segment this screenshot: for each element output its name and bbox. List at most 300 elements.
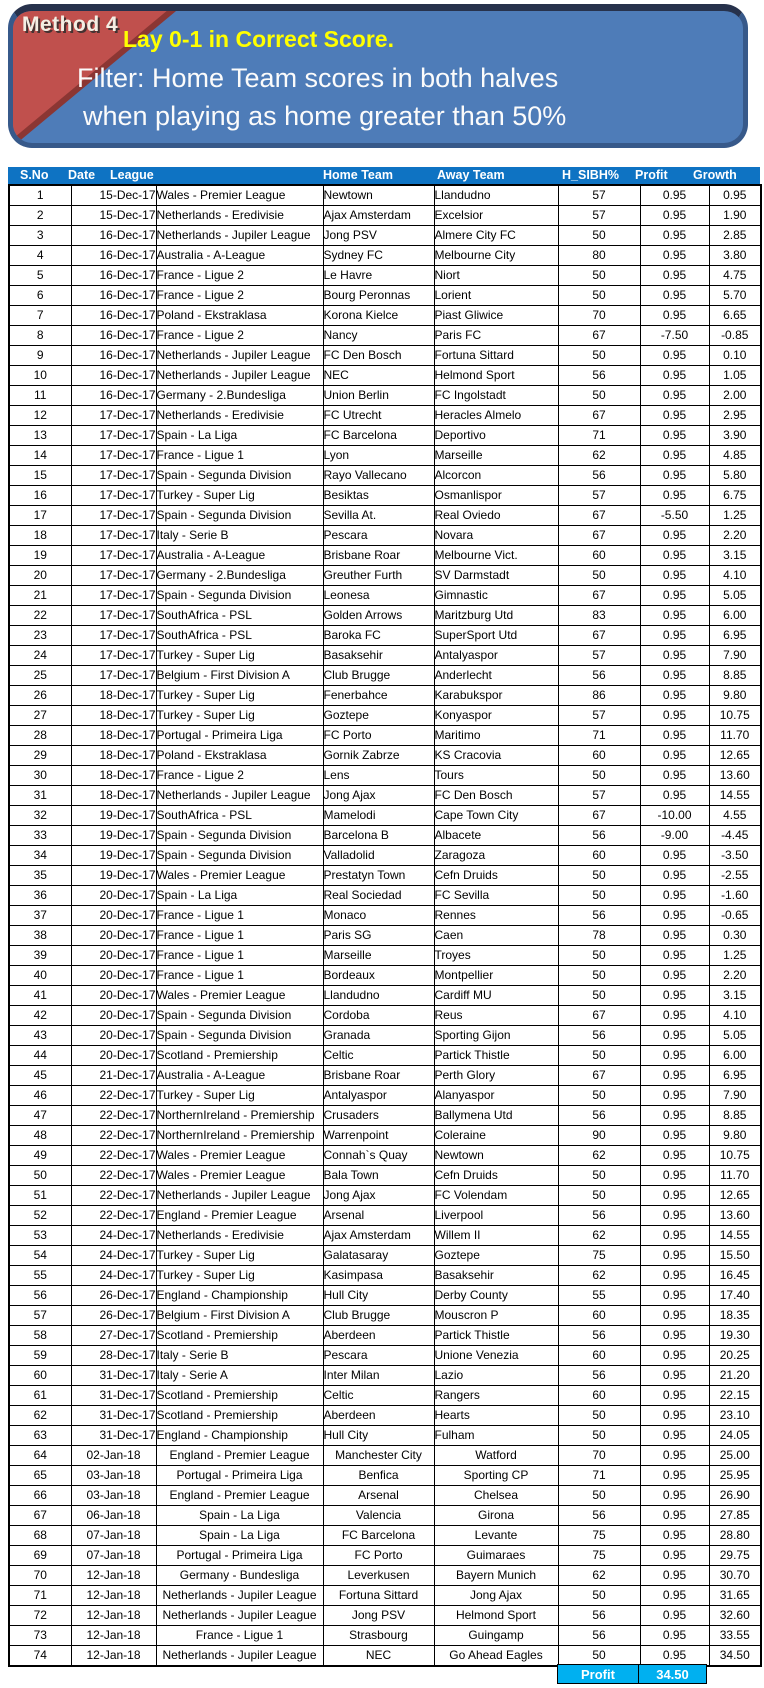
cell-profit[interactable]: 0.95 bbox=[640, 686, 709, 706]
cell-away-team[interactable]: Bayern Munich bbox=[434, 1566, 558, 1586]
cell-growth[interactable]: 14.55 bbox=[709, 1226, 761, 1246]
cell-profit[interactable]: 0.95 bbox=[640, 526, 709, 546]
cell-hsibh[interactable]: 75 bbox=[558, 1246, 640, 1266]
cell-home-team[interactable]: FC Den Bosch bbox=[323, 346, 434, 366]
cell-profit[interactable]: 0.95 bbox=[640, 986, 709, 1006]
cell-league[interactable]: England - Premier League bbox=[156, 1486, 323, 1506]
cell-profit[interactable]: 0.95 bbox=[640, 426, 709, 446]
cell-away-team[interactable]: Fortuna Sittard bbox=[434, 346, 558, 366]
cell-sno[interactable]: 50 bbox=[9, 1166, 71, 1186]
cell-away-team[interactable]: Ballymena Utd bbox=[434, 1106, 558, 1126]
cell-sno[interactable]: 59 bbox=[9, 1346, 71, 1366]
cell-sno[interactable]: 47 bbox=[9, 1106, 71, 1126]
cell-away-team[interactable]: Novara bbox=[434, 526, 558, 546]
cell-date[interactable]: 20-Dec-17 bbox=[71, 1006, 156, 1026]
cell-home-team[interactable]: Goztepe bbox=[323, 706, 434, 726]
cell-sno[interactable]: 53 bbox=[9, 1226, 71, 1246]
cell-home-team[interactable]: Llandudno bbox=[323, 986, 434, 1006]
cell-date[interactable]: 22-Dec-17 bbox=[71, 1106, 156, 1126]
cell-league[interactable]: Scotland - Premiership bbox=[156, 1386, 323, 1406]
cell-away-team[interactable]: Almere City FC bbox=[434, 226, 558, 246]
cell-home-team[interactable]: Jong PSV bbox=[323, 226, 434, 246]
cell-growth[interactable]: 4.55 bbox=[709, 806, 761, 826]
cell-home-team[interactable]: Granada bbox=[323, 1026, 434, 1046]
cell-hsibh[interactable]: 60 bbox=[558, 1346, 640, 1366]
cell-date[interactable]: 12-Jan-18 bbox=[71, 1586, 156, 1606]
cell-date[interactable]: 16-Dec-17 bbox=[71, 246, 156, 266]
cell-home-team[interactable]: Aberdeen bbox=[323, 1406, 434, 1426]
cell-hsibh[interactable]: 67 bbox=[558, 506, 640, 526]
cell-away-team[interactable]: Unione Venezia bbox=[434, 1346, 558, 1366]
cell-date[interactable]: 18-Dec-17 bbox=[71, 766, 156, 786]
cell-sno[interactable]: 38 bbox=[9, 926, 71, 946]
cell-profit[interactable]: 0.95 bbox=[640, 1586, 709, 1606]
cell-away-team[interactable]: Rennes bbox=[434, 906, 558, 926]
cell-date[interactable]: 16-Dec-17 bbox=[71, 346, 156, 366]
cell-date[interactable]: 12-Jan-18 bbox=[71, 1626, 156, 1646]
cell-sno[interactable]: 55 bbox=[9, 1266, 71, 1286]
cell-league[interactable]: Spain - Segunda Division bbox=[156, 466, 323, 486]
cell-away-team[interactable]: Rangers bbox=[434, 1386, 558, 1406]
cell-growth[interactable]: 30.70 bbox=[709, 1566, 761, 1586]
cell-league[interactable]: France - Ligue 1 bbox=[156, 446, 323, 466]
cell-date[interactable]: 22-Dec-17 bbox=[71, 1126, 156, 1146]
cell-league[interactable]: Spain - Segunda Division bbox=[156, 1026, 323, 1046]
cell-away-team[interactable]: Chelsea bbox=[434, 1486, 558, 1506]
cell-growth[interactable]: 4.10 bbox=[709, 566, 761, 586]
cell-hsibh[interactable]: 50 bbox=[558, 1426, 640, 1446]
cell-growth[interactable]: 6.00 bbox=[709, 606, 761, 626]
cell-league[interactable]: Spain - Segunda Division bbox=[156, 506, 323, 526]
cell-home-team[interactable]: Mamelodi bbox=[323, 806, 434, 826]
cell-league[interactable]: Turkey - Super Lig bbox=[156, 646, 323, 666]
cell-profit[interactable]: 0.95 bbox=[640, 386, 709, 406]
cell-profit[interactable]: 0.95 bbox=[640, 926, 709, 946]
cell-growth[interactable]: 0.95 bbox=[709, 185, 761, 206]
cell-home-team[interactable]: Club Brugge bbox=[323, 666, 434, 686]
cell-growth[interactable]: 32.60 bbox=[709, 1606, 761, 1626]
cell-sno[interactable]: 42 bbox=[9, 1006, 71, 1026]
cell-home-team[interactable]: Celtic bbox=[323, 1046, 434, 1066]
cell-profit[interactable]: 0.95 bbox=[640, 866, 709, 886]
cell-profit[interactable]: 0.95 bbox=[640, 1426, 709, 1446]
cell-hsibh[interactable]: 60 bbox=[558, 546, 640, 566]
cell-home-team[interactable]: Aberdeen bbox=[323, 1326, 434, 1346]
cell-date[interactable]: 16-Dec-17 bbox=[71, 366, 156, 386]
cell-league[interactable]: Wales - Premier League bbox=[156, 185, 323, 206]
cell-profit[interactable]: 0.95 bbox=[640, 1106, 709, 1126]
cell-profit[interactable]: 0.95 bbox=[640, 1146, 709, 1166]
cell-profit[interactable]: -7.50 bbox=[640, 326, 709, 346]
cell-sno[interactable]: 9 bbox=[9, 346, 71, 366]
cell-date[interactable]: 17-Dec-17 bbox=[71, 426, 156, 446]
cell-growth[interactable]: 6.00 bbox=[709, 1046, 761, 1066]
cell-league[interactable]: Portugal - Primeira Liga bbox=[156, 1466, 323, 1486]
cell-away-team[interactable]: Alanyaspor bbox=[434, 1086, 558, 1106]
cell-sno[interactable]: 29 bbox=[9, 746, 71, 766]
cell-growth[interactable]: 13.60 bbox=[709, 1206, 761, 1226]
cell-home-team[interactable]: Newtown bbox=[323, 185, 434, 206]
cell-sno[interactable]: 22 bbox=[9, 606, 71, 626]
cell-league[interactable]: Poland - Ekstraklasa bbox=[156, 746, 323, 766]
cell-sno[interactable]: 4 bbox=[9, 246, 71, 266]
cell-hsibh[interactable]: 60 bbox=[558, 1386, 640, 1406]
cell-away-team[interactable]: Goztepe bbox=[434, 1246, 558, 1266]
cell-home-team[interactable]: Sevilla At. bbox=[323, 506, 434, 526]
cell-date[interactable]: 16-Dec-17 bbox=[71, 226, 156, 246]
cell-home-team[interactable]: Arsenal bbox=[323, 1206, 434, 1226]
cell-growth[interactable]: 26.90 bbox=[709, 1486, 761, 1506]
cell-date[interactable]: 17-Dec-17 bbox=[71, 466, 156, 486]
cell-date[interactable]: 17-Dec-17 bbox=[71, 506, 156, 526]
cell-league[interactable]: Spain - La Liga bbox=[156, 1526, 323, 1546]
cell-away-team[interactable]: Fulham bbox=[434, 1426, 558, 1446]
cell-league[interactable]: Netherlands - Jupiler League bbox=[156, 786, 323, 806]
cell-growth[interactable]: 4.10 bbox=[709, 1006, 761, 1026]
cell-profit[interactable]: 0.95 bbox=[640, 906, 709, 926]
cell-away-team[interactable]: Karabukspor bbox=[434, 686, 558, 706]
cell-date[interactable]: 17-Dec-17 bbox=[71, 606, 156, 626]
cell-date[interactable]: 12-Jan-18 bbox=[71, 1606, 156, 1626]
cell-home-team[interactable]: NEC bbox=[323, 366, 434, 386]
cell-profit[interactable]: 0.95 bbox=[640, 966, 709, 986]
cell-date[interactable]: 20-Dec-17 bbox=[71, 886, 156, 906]
cell-league[interactable]: Netherlands - Jupiler League bbox=[156, 1646, 323, 1667]
cell-league[interactable]: England - Premier League bbox=[156, 1206, 323, 1226]
cell-sno[interactable]: 60 bbox=[9, 1366, 71, 1386]
cell-growth[interactable]: 18.35 bbox=[709, 1306, 761, 1326]
cell-league[interactable]: Netherlands - Jupiler League bbox=[156, 226, 323, 246]
cell-league[interactable]: Turkey - Super Lig bbox=[156, 706, 323, 726]
cell-growth[interactable]: 3.15 bbox=[709, 546, 761, 566]
cell-date[interactable]: 26-Dec-17 bbox=[71, 1286, 156, 1306]
cell-home-team[interactable]: Baroka FC bbox=[323, 626, 434, 646]
cell-away-team[interactable]: Montpellier bbox=[434, 966, 558, 986]
cell-hsibh[interactable]: 50 bbox=[558, 766, 640, 786]
cell-league[interactable]: Spain - Segunda Division bbox=[156, 826, 323, 846]
cell-away-team[interactable]: Sporting CP bbox=[434, 1466, 558, 1486]
cell-home-team[interactable]: Jong Ajax bbox=[323, 786, 434, 806]
cell-profit[interactable]: 0.95 bbox=[640, 1486, 709, 1506]
cell-profit[interactable]: 0.95 bbox=[640, 1526, 709, 1546]
cell-sno[interactable]: 51 bbox=[9, 1186, 71, 1206]
cell-hsibh[interactable]: 55 bbox=[558, 1286, 640, 1306]
cell-home-team[interactable]: Paris SG bbox=[323, 926, 434, 946]
cell-league[interactable]: Turkey - Super Lig bbox=[156, 1266, 323, 1286]
cell-away-team[interactable]: Willem II bbox=[434, 1226, 558, 1246]
cell-growth[interactable]: 24.05 bbox=[709, 1426, 761, 1446]
cell-growth[interactable]: 3.15 bbox=[709, 986, 761, 1006]
cell-date[interactable]: 02-Jan-18 bbox=[71, 1446, 156, 1466]
cell-hsibh[interactable]: 57 bbox=[558, 486, 640, 506]
cell-hsibh[interactable]: 67 bbox=[558, 1006, 640, 1026]
cell-profit[interactable]: 0.95 bbox=[640, 1546, 709, 1566]
cell-growth[interactable]: 2.95 bbox=[709, 406, 761, 426]
cell-growth[interactable]: 7.90 bbox=[709, 646, 761, 666]
cell-growth[interactable]: 7.90 bbox=[709, 1086, 761, 1106]
cell-date[interactable]: 17-Dec-17 bbox=[71, 666, 156, 686]
cell-away-team[interactable]: Coleraine bbox=[434, 1126, 558, 1146]
cell-league[interactable]: SouthAfrica - PSL bbox=[156, 606, 323, 626]
cell-away-team[interactable]: Jong Ajax bbox=[434, 1586, 558, 1606]
cell-league[interactable]: Wales - Premier League bbox=[156, 866, 323, 886]
cell-hsibh[interactable]: 62 bbox=[558, 1226, 640, 1246]
cell-growth[interactable]: 6.95 bbox=[709, 626, 761, 646]
cell-sno[interactable]: 49 bbox=[9, 1146, 71, 1166]
cell-growth[interactable]: 1.05 bbox=[709, 366, 761, 386]
cell-hsibh[interactable]: 67 bbox=[558, 586, 640, 606]
cell-league[interactable]: Italy - Serie B bbox=[156, 1346, 323, 1366]
cell-sno[interactable]: 40 bbox=[9, 966, 71, 986]
cell-league[interactable]: Turkey - Super Lig bbox=[156, 1086, 323, 1106]
cell-away-team[interactable]: FC Ingolstadt bbox=[434, 386, 558, 406]
cell-profit[interactable]: 0.95 bbox=[640, 446, 709, 466]
cell-growth[interactable]: 6.65 bbox=[709, 306, 761, 326]
cell-sno[interactable]: 46 bbox=[9, 1086, 71, 1106]
cell-home-team[interactable]: Valencia bbox=[323, 1506, 434, 1526]
cell-sno[interactable]: 14 bbox=[9, 446, 71, 466]
cell-away-team[interactable]: Derby County bbox=[434, 1286, 558, 1306]
cell-date[interactable]: 22-Dec-17 bbox=[71, 1186, 156, 1206]
cell-growth[interactable]: 3.80 bbox=[709, 246, 761, 266]
cell-sno[interactable]: 28 bbox=[9, 726, 71, 746]
cell-date[interactable]: 19-Dec-17 bbox=[71, 806, 156, 826]
cell-profit[interactable]: 0.95 bbox=[640, 666, 709, 686]
cell-home-team[interactable]: Bala Town bbox=[323, 1166, 434, 1186]
cell-growth[interactable]: 27.85 bbox=[709, 1506, 761, 1526]
cell-date[interactable]: 17-Dec-17 bbox=[71, 566, 156, 586]
cell-sno[interactable]: 25 bbox=[9, 666, 71, 686]
cell-league[interactable]: France - Ligue 1 bbox=[156, 906, 323, 926]
cell-date[interactable]: 27-Dec-17 bbox=[71, 1326, 156, 1346]
cell-sno[interactable]: 44 bbox=[9, 1046, 71, 1066]
cell-profit[interactable]: 0.95 bbox=[640, 1466, 709, 1486]
cell-profit[interactable]: 0.95 bbox=[640, 646, 709, 666]
cell-league[interactable]: Netherlands - Jupiler League bbox=[156, 1606, 323, 1626]
cell-profit[interactable]: 0.95 bbox=[640, 466, 709, 486]
cell-hsibh[interactable]: 60 bbox=[558, 1306, 640, 1326]
cell-away-team[interactable]: Osmanlispor bbox=[434, 486, 558, 506]
cell-away-team[interactable]: FC Den Bosch bbox=[434, 786, 558, 806]
cell-hsibh[interactable]: 50 bbox=[558, 1646, 640, 1667]
cell-profit[interactable]: 0.95 bbox=[640, 1346, 709, 1366]
cell-profit[interactable]: 0.95 bbox=[640, 1446, 709, 1466]
cell-league[interactable]: Netherlands - Eredivisie bbox=[156, 406, 323, 426]
cell-date[interactable]: 28-Dec-17 bbox=[71, 1346, 156, 1366]
cell-profit[interactable]: 0.95 bbox=[640, 246, 709, 266]
cell-hsibh[interactable]: 50 bbox=[558, 346, 640, 366]
cell-league[interactable]: France - Ligue 2 bbox=[156, 326, 323, 346]
cell-sno[interactable]: 17 bbox=[9, 506, 71, 526]
cell-hsibh[interactable]: 67 bbox=[558, 1066, 640, 1086]
cell-date[interactable]: 22-Dec-17 bbox=[71, 1166, 156, 1186]
cell-sno[interactable]: 52 bbox=[9, 1206, 71, 1226]
cell-home-team[interactable]: Benfica bbox=[323, 1466, 434, 1486]
cell-sno[interactable]: 41 bbox=[9, 986, 71, 1006]
cell-profit[interactable]: 0.95 bbox=[640, 1266, 709, 1286]
cell-home-team[interactable]: Rayo Vallecano bbox=[323, 466, 434, 486]
cell-profit[interactable]: 0.95 bbox=[640, 786, 709, 806]
cell-league[interactable]: Spain - La Liga bbox=[156, 886, 323, 906]
cell-away-team[interactable]: Helmond Sport bbox=[434, 1606, 558, 1626]
cell-league[interactable]: Wales - Premier League bbox=[156, 1166, 323, 1186]
cell-home-team[interactable]: Fenerbahce bbox=[323, 686, 434, 706]
cell-hsibh[interactable]: 71 bbox=[558, 1466, 640, 1486]
cell-home-team[interactable]: Fortuna Sittard bbox=[323, 1586, 434, 1606]
cell-sno[interactable]: 8 bbox=[9, 326, 71, 346]
cell-sno[interactable]: 72 bbox=[9, 1606, 71, 1626]
cell-away-team[interactable]: Deportivo bbox=[434, 426, 558, 446]
cell-away-team[interactable]: Zaragoza bbox=[434, 846, 558, 866]
cell-growth[interactable]: 15.50 bbox=[709, 1246, 761, 1266]
cell-sno[interactable]: 31 bbox=[9, 786, 71, 806]
cell-date[interactable]: 22-Dec-17 bbox=[71, 1206, 156, 1226]
cell-away-team[interactable]: Troyes bbox=[434, 946, 558, 966]
cell-profit[interactable]: -10.00 bbox=[640, 806, 709, 826]
cell-league[interactable]: Scotland - Premiership bbox=[156, 1046, 323, 1066]
cell-sno[interactable]: 65 bbox=[9, 1466, 71, 1486]
cell-profit[interactable]: 0.95 bbox=[640, 1186, 709, 1206]
cell-home-team[interactable]: Kasimpasa bbox=[323, 1266, 434, 1286]
cell-profit[interactable]: 0.95 bbox=[640, 566, 709, 586]
cell-home-team[interactable]: Monaco bbox=[323, 906, 434, 926]
cell-hsibh[interactable]: 56 bbox=[558, 1326, 640, 1346]
cell-sno[interactable]: 74 bbox=[9, 1646, 71, 1667]
cell-league[interactable]: Wales - Premier League bbox=[156, 986, 323, 1006]
cell-away-team[interactable]: Marseille bbox=[434, 446, 558, 466]
cell-hsibh[interactable]: 56 bbox=[558, 1626, 640, 1646]
cell-sno[interactable]: 64 bbox=[9, 1446, 71, 1466]
cell-date[interactable]: 20-Dec-17 bbox=[71, 966, 156, 986]
cell-league[interactable]: Netherlands - Eredivisie bbox=[156, 206, 323, 226]
cell-profit[interactable]: 0.95 bbox=[640, 766, 709, 786]
cell-date[interactable]: 12-Jan-18 bbox=[71, 1566, 156, 1586]
cell-profit[interactable]: 0.95 bbox=[640, 185, 709, 206]
cell-away-team[interactable]: Real Oviedo bbox=[434, 506, 558, 526]
cell-sno[interactable]: 5 bbox=[9, 266, 71, 286]
cell-league[interactable]: France - Ligue 1 bbox=[156, 946, 323, 966]
cell-home-team[interactable]: Nancy bbox=[323, 326, 434, 346]
cell-league[interactable]: Spain - Segunda Division bbox=[156, 846, 323, 866]
cell-away-team[interactable]: FC Sevilla bbox=[434, 886, 558, 906]
cell-league[interactable]: Netherlands - Jupiler League bbox=[156, 346, 323, 366]
cell-home-team[interactable]: Connah`s Quay bbox=[323, 1146, 434, 1166]
cell-hsibh[interactable]: 67 bbox=[558, 806, 640, 826]
cell-away-team[interactable]: KS Cracovia bbox=[434, 746, 558, 766]
cell-hsibh[interactable]: 57 bbox=[558, 206, 640, 226]
cell-sno[interactable]: 26 bbox=[9, 686, 71, 706]
cell-date[interactable]: 17-Dec-17 bbox=[71, 526, 156, 546]
cell-date[interactable]: 18-Dec-17 bbox=[71, 746, 156, 766]
cell-league[interactable]: Portugal - Primeira Liga bbox=[156, 726, 323, 746]
cell-growth[interactable]: -0.85 bbox=[709, 326, 761, 346]
cell-home-team[interactable]: Inter Milan bbox=[323, 1366, 434, 1386]
cell-hsibh[interactable]: 67 bbox=[558, 526, 640, 546]
cell-date[interactable]: 17-Dec-17 bbox=[71, 406, 156, 426]
cell-growth[interactable]: 3.90 bbox=[709, 426, 761, 446]
cell-hsibh[interactable]: 80 bbox=[558, 246, 640, 266]
cell-league[interactable]: Italy - Serie B bbox=[156, 526, 323, 546]
cell-date[interactable]: 24-Dec-17 bbox=[71, 1246, 156, 1266]
cell-growth[interactable]: 0.10 bbox=[709, 346, 761, 366]
cell-hsibh[interactable]: 56 bbox=[558, 1106, 640, 1126]
cell-profit[interactable]: 0.95 bbox=[640, 1646, 709, 1667]
cell-league[interactable]: Scotland - Premiership bbox=[156, 1326, 323, 1346]
cell-growth[interactable]: 17.40 bbox=[709, 1286, 761, 1306]
cell-growth[interactable]: 20.25 bbox=[709, 1346, 761, 1366]
cell-hsibh[interactable]: 50 bbox=[558, 1406, 640, 1426]
cell-league[interactable]: NorthernIreland - Premiership bbox=[156, 1126, 323, 1146]
cell-hsibh[interactable]: 50 bbox=[558, 886, 640, 906]
cell-profit[interactable]: 0.95 bbox=[640, 1206, 709, 1226]
cell-league[interactable]: Germany - 2.Bundesliga bbox=[156, 386, 323, 406]
cell-hsibh[interactable]: 50 bbox=[558, 1086, 640, 1106]
cell-away-team[interactable]: Excelsior bbox=[434, 206, 558, 226]
cell-home-team[interactable]: Prestatyn Town bbox=[323, 866, 434, 886]
cell-sno[interactable]: 13 bbox=[9, 426, 71, 446]
cell-sno[interactable]: 20 bbox=[9, 566, 71, 586]
cell-profit[interactable]: 0.95 bbox=[640, 846, 709, 866]
cell-date[interactable]: 31-Dec-17 bbox=[71, 1426, 156, 1446]
cell-hsibh[interactable]: 50 bbox=[558, 266, 640, 286]
cell-home-team[interactable]: Union Berlin bbox=[323, 386, 434, 406]
cell-profit[interactable]: 0.95 bbox=[640, 1326, 709, 1346]
cell-hsibh[interactable]: 71 bbox=[558, 726, 640, 746]
cell-growth[interactable]: 11.70 bbox=[709, 726, 761, 746]
cell-away-team[interactable]: Tours bbox=[434, 766, 558, 786]
cell-away-team[interactable]: Perth Glory bbox=[434, 1066, 558, 1086]
cell-growth[interactable]: 8.85 bbox=[709, 666, 761, 686]
cell-hsibh[interactable]: 50 bbox=[558, 1586, 640, 1606]
cell-hsibh[interactable]: 57 bbox=[558, 185, 640, 206]
cell-date[interactable]: 18-Dec-17 bbox=[71, 706, 156, 726]
cell-away-team[interactable]: Helmond Sport bbox=[434, 366, 558, 386]
cell-sno[interactable]: 69 bbox=[9, 1546, 71, 1566]
cell-league[interactable]: Italy - Serie A bbox=[156, 1366, 323, 1386]
cell-date[interactable]: 15-Dec-17 bbox=[71, 185, 156, 206]
cell-sno[interactable]: 67 bbox=[9, 1506, 71, 1526]
cell-away-team[interactable]: Konyaspor bbox=[434, 706, 558, 726]
cell-profit[interactable]: 0.95 bbox=[640, 706, 709, 726]
cell-profit[interactable]: 0.95 bbox=[640, 1286, 709, 1306]
cell-hsibh[interactable]: 67 bbox=[558, 406, 640, 426]
cell-growth[interactable]: 25.00 bbox=[709, 1446, 761, 1466]
cell-home-team[interactable]: Hull City bbox=[323, 1426, 434, 1446]
cell-away-team[interactable]: Cefn Druids bbox=[434, 866, 558, 886]
cell-away-team[interactable]: Reus bbox=[434, 1006, 558, 1026]
cell-league[interactable]: Netherlands - Jupiler League bbox=[156, 366, 323, 386]
cell-sno[interactable]: 48 bbox=[9, 1126, 71, 1146]
cell-profit[interactable]: 0.95 bbox=[640, 1226, 709, 1246]
cell-hsibh[interactable]: 56 bbox=[558, 1366, 640, 1386]
cell-league[interactable]: Scotland - Premiership bbox=[156, 1406, 323, 1426]
cell-sno[interactable]: 16 bbox=[9, 486, 71, 506]
cell-league[interactable]: Australia - A-League bbox=[156, 1066, 323, 1086]
cell-home-team[interactable]: Jong PSV bbox=[323, 1606, 434, 1626]
cell-home-team[interactable]: Korona Kielce bbox=[323, 306, 434, 326]
cell-date[interactable]: 20-Dec-17 bbox=[71, 1026, 156, 1046]
cell-growth[interactable]: 8.85 bbox=[709, 1106, 761, 1126]
cell-profit[interactable]: 0.95 bbox=[640, 406, 709, 426]
cell-sno[interactable]: 10 bbox=[9, 366, 71, 386]
cell-growth[interactable]: 28.80 bbox=[709, 1526, 761, 1546]
cell-growth[interactable]: 29.75 bbox=[709, 1546, 761, 1566]
cell-home-team[interactable]: Greuther Furth bbox=[323, 566, 434, 586]
cell-growth[interactable]: 31.65 bbox=[709, 1586, 761, 1606]
cell-hsibh[interactable]: 56 bbox=[558, 366, 640, 386]
cell-profit[interactable]: 0.95 bbox=[640, 286, 709, 306]
cell-hsibh[interactable]: 56 bbox=[558, 1206, 640, 1226]
